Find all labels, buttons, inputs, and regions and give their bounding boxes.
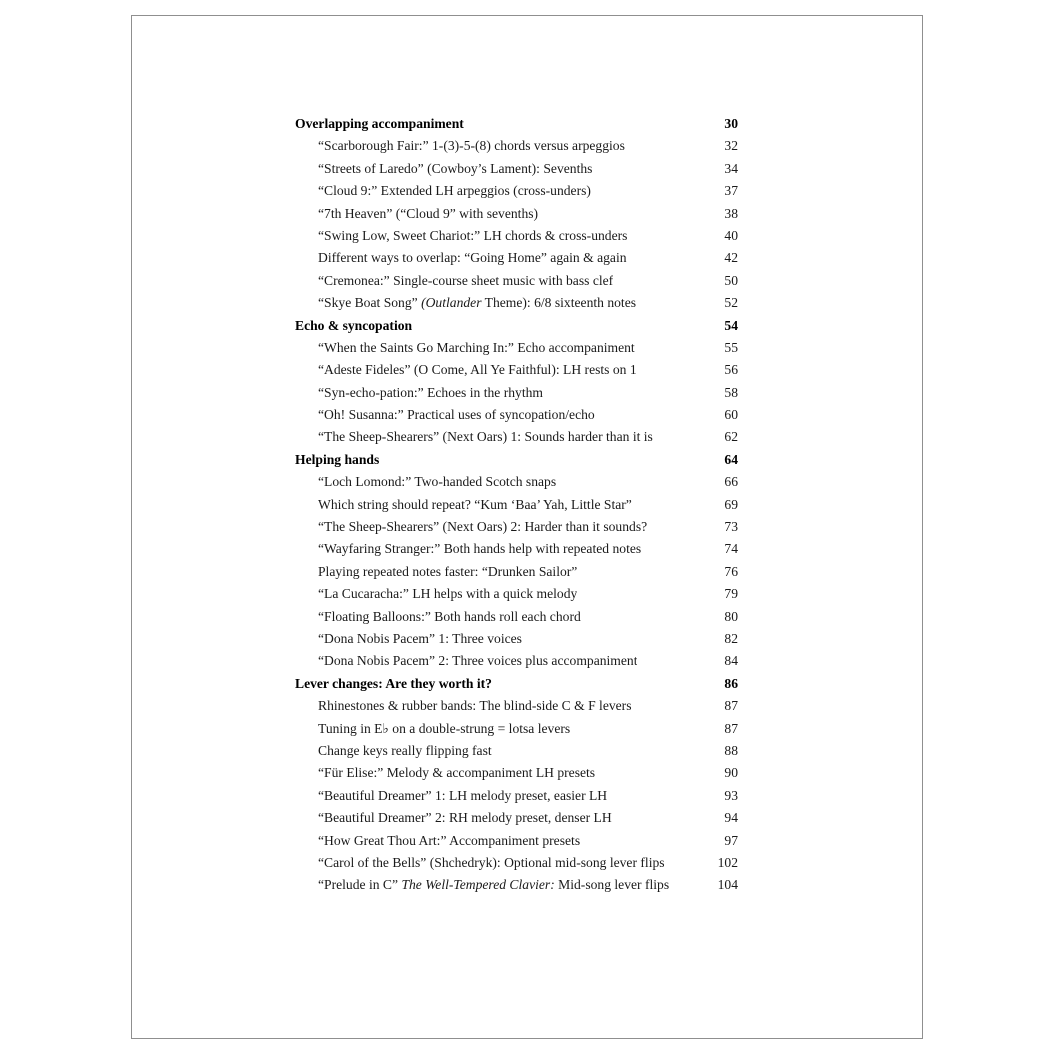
entry-title: “La Cucaracha:” LH helps with a quick melody bbox=[318, 586, 578, 602]
entry-page-number: 87 bbox=[724, 698, 738, 714]
entry-page-number: 42 bbox=[724, 250, 738, 266]
entry-title: Rhinestones & rubber bands: The blind-side C & F levers bbox=[318, 698, 632, 714]
toc-entry[interactable] bbox=[295, 471, 738, 493]
toc-entry[interactable] bbox=[295, 807, 738, 829]
entry-title-italic: (Outlander bbox=[421, 295, 482, 311]
entry-page-number: 82 bbox=[724, 630, 738, 646]
entry-page-number: 97 bbox=[724, 832, 738, 848]
section-page-number: 54 bbox=[724, 317, 738, 333]
toc-entry[interactable] bbox=[295, 785, 738, 807]
toc-entry[interactable] bbox=[295, 180, 738, 202]
entry-page-number: 58 bbox=[724, 384, 738, 400]
toc-entry[interactable] bbox=[295, 852, 738, 874]
entry-page-number: 90 bbox=[724, 765, 738, 781]
toc-entry[interactable] bbox=[295, 628, 738, 650]
entry-page-number: 62 bbox=[724, 429, 738, 445]
toc-entry[interactable] bbox=[295, 382, 738, 404]
entry-title-part: Mid-song lever flips bbox=[554, 877, 670, 893]
toc-entry[interactable] bbox=[295, 718, 738, 740]
entry-title: “7th Heaven” (“Cloud 9” with sevenths) bbox=[318, 205, 539, 221]
toc-entry[interactable] bbox=[295, 538, 738, 560]
entry-title-part: “Prelude in C” bbox=[318, 877, 402, 893]
section-title: Lever changes: Are they worth it? bbox=[295, 675, 492, 691]
toc-entry[interactable] bbox=[295, 583, 738, 605]
table-of-contents bbox=[295, 113, 738, 897]
section-title: Overlapping accompaniment bbox=[295, 116, 464, 131]
entry-title: “Beautiful Dreamer” 2: RH melody preset, denser LH bbox=[318, 810, 612, 826]
entry-title: “Carol of the Bells” (Shchedryk): Optional mid-song lever flips bbox=[318, 854, 665, 870]
toc-entry[interactable] bbox=[295, 426, 738, 448]
entry-title: Tuning in E♭ on a double-strung = lotsa levers bbox=[318, 720, 571, 736]
entry-title: “The Sheep-Shearers” (Next Oars) 2: Harder than it sounds? bbox=[318, 519, 648, 535]
toc-entry[interactable] bbox=[295, 740, 738, 762]
section-title: Helping hands bbox=[295, 451, 380, 467]
entry-title: “Scarborough Fair:” 1-(3)-5-(8) chords versus arpeggios bbox=[318, 138, 625, 154]
toc-entry[interactable] bbox=[295, 762, 738, 784]
entry-title: “Beautiful Dreamer” 1: LH melody preset, easier LH bbox=[318, 787, 608, 803]
toc-entry[interactable] bbox=[295, 494, 738, 516]
toc-section-heading[interactable] bbox=[295, 449, 738, 471]
toc-entry[interactable] bbox=[295, 158, 738, 180]
entry-title-part: Theme): 6/8 sixteenth notes bbox=[481, 295, 637, 311]
entry-page-number: 76 bbox=[724, 563, 738, 579]
entry-title: “Syn-echo-pation:” Echoes in the rhythm bbox=[318, 384, 543, 400]
entry-title: Different ways to overlap: “Going Home” again & again bbox=[318, 250, 627, 266]
entry-title: Which string should repeat? “Kum ‘Baa’ Yah, Little Star” bbox=[318, 496, 632, 512]
toc-entry[interactable] bbox=[295, 270, 738, 292]
entry-page-number: 34 bbox=[724, 160, 738, 176]
entry-page-number: 93 bbox=[724, 787, 738, 803]
entry-page-number: 79 bbox=[724, 586, 738, 602]
entry-title: “Oh! Susanna:” Practical uses of syncopation/echo bbox=[318, 407, 595, 423]
entry-title: “Streets of Laredo” (Cowboy’s Lament): Sevenths bbox=[318, 160, 593, 176]
entry-page-number: 40 bbox=[724, 227, 738, 243]
entry-page-number: 94 bbox=[724, 810, 738, 826]
toc-entry[interactable] bbox=[295, 337, 738, 359]
entry-page-number: 50 bbox=[724, 272, 738, 288]
entry-title: “Cremonea:” Single-course sheet music with bass clef bbox=[318, 272, 614, 288]
entry-title bbox=[295, 874, 669, 896]
entry-title bbox=[295, 292, 636, 314]
toc-entry[interactable] bbox=[295, 695, 738, 717]
entry-title: “Swing Low, Sweet Chariot:” LH chords & cross-unders bbox=[318, 227, 628, 243]
entry-page-number: 80 bbox=[724, 608, 738, 624]
section-page-number: 86 bbox=[724, 675, 738, 691]
entry-page-number: 74 bbox=[724, 541, 738, 557]
entry-page-number: 84 bbox=[724, 653, 738, 669]
entry-page-number: 66 bbox=[724, 474, 738, 490]
entry-title: “Dona Nobis Pacem” 1: Three voices bbox=[318, 630, 522, 646]
entry-page-number: 56 bbox=[724, 362, 738, 378]
toc-entry[interactable] bbox=[295, 516, 738, 538]
entry-page-number: 60 bbox=[724, 407, 738, 423]
toc-entry[interactable] bbox=[295, 203, 738, 225]
toc-entry[interactable] bbox=[295, 830, 738, 852]
entry-title: “Für Elise:” Melody & accompaniment LH presets bbox=[318, 765, 596, 781]
section-page-number: 30 bbox=[724, 116, 738, 131]
toc-entry[interactable] bbox=[295, 874, 738, 896]
entry-page-number: 52 bbox=[724, 295, 738, 311]
entry-title-italic: The Well-Tempered Clavier: bbox=[401, 877, 555, 893]
entry-title: “How Great Thou Art:” Accompaniment presets bbox=[318, 832, 581, 848]
toc-entry[interactable] bbox=[295, 225, 738, 247]
entry-page-number: 32 bbox=[724, 138, 738, 154]
entry-title-part: “Skye Boat Song” bbox=[318, 295, 422, 311]
entry-page-number: 37 bbox=[724, 183, 738, 199]
entry-title: Playing repeated notes faster: “Drunken Sailor” bbox=[318, 563, 578, 579]
toc-entry[interactable] bbox=[295, 247, 738, 269]
toc-entry[interactable] bbox=[295, 135, 738, 157]
entry-title: “Loch Lomond:” Two-handed Scotch snaps bbox=[318, 474, 557, 490]
entry-page-number: 104 bbox=[717, 877, 738, 893]
entry-page-number: 102 bbox=[717, 854, 738, 870]
entry-page-number: 87 bbox=[724, 720, 738, 736]
section-page-number: 64 bbox=[724, 451, 738, 467]
entry-title: “When the Saints Go Marching In:” Echo accompaniment bbox=[318, 339, 635, 355]
toc-entry[interactable] bbox=[295, 561, 738, 583]
toc-entry[interactable] bbox=[295, 606, 738, 628]
entry-page-number: 88 bbox=[724, 742, 738, 758]
entry-title: “Adeste Fideles” (O Come, All Ye Faithful): LH rests on 1 bbox=[318, 362, 637, 378]
section-title: Echo & syncopation bbox=[295, 317, 413, 333]
entry-title: “Floating Balloons:” Both hands roll each chord bbox=[318, 608, 581, 624]
entry-page-number: 69 bbox=[724, 496, 738, 512]
toc-section-heading[interactable] bbox=[295, 113, 738, 135]
toc-section-heading[interactable] bbox=[295, 673, 738, 695]
entry-page-number: 73 bbox=[724, 519, 738, 535]
toc-entry[interactable] bbox=[295, 359, 738, 381]
entry-title: “Dona Nobis Pacem” 2: Three voices plus accompaniment bbox=[318, 653, 638, 669]
toc-entry[interactable] bbox=[295, 650, 738, 672]
toc-section-heading[interactable] bbox=[295, 315, 738, 337]
entry-title: “Wayfaring Stranger:” Both hands help with repeated notes bbox=[318, 541, 642, 557]
entry-title: “Cloud 9:” Extended LH arpeggios (cross-unders) bbox=[318, 183, 591, 199]
entry-page-number: 38 bbox=[724, 205, 738, 221]
entry-title: “The Sheep-Shearers” (Next Oars) 1: Sounds harder than it is bbox=[318, 429, 653, 445]
toc-entry[interactable] bbox=[295, 404, 738, 426]
entry-page-number: 55 bbox=[724, 339, 738, 355]
toc-entry[interactable] bbox=[295, 292, 738, 314]
entry-title: Change keys really flipping fast bbox=[318, 742, 492, 758]
